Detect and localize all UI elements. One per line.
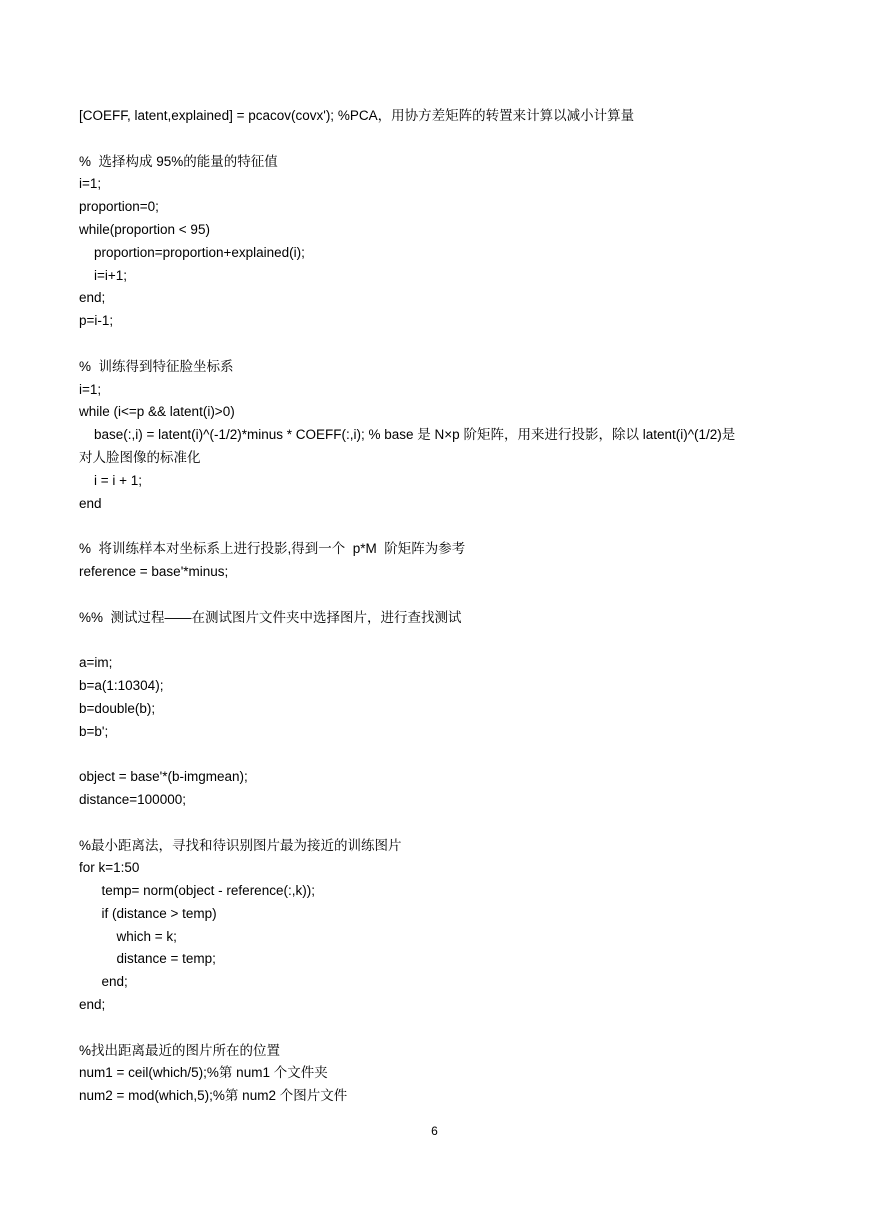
code-line: %找出距离最近的图片所在的位置: [79, 1042, 281, 1058]
code-line: i = i + 1;: [79, 472, 143, 488]
code-line: which = k;: [79, 928, 177, 944]
code-line: if (distance > temp): [79, 905, 217, 921]
code-line: proportion=proportion+explained(i);: [79, 244, 305, 260]
code-line: %% 测试过程——在测试图片文件夹中选择图片，进行查找测试: [79, 609, 462, 625]
code-line: distance = temp;: [79, 951, 216, 967]
code-line: b=b';: [79, 723, 109, 739]
code-line: num1 = ceil(which/5);%第 num1 个文件夹: [79, 1065, 328, 1081]
code-line: p=i-1;: [79, 313, 114, 329]
code-listing: [79, 105, 799, 1108]
code-line: 对人脸图像的标准化: [79, 449, 201, 465]
blank-line: [79, 333, 799, 356]
code-line: while(proportion < 95): [79, 221, 210, 237]
code-line: i=1;: [79, 176, 102, 192]
code-line: % 训练得到特征脸坐标系: [79, 358, 234, 374]
blank-line: [79, 812, 799, 835]
code-line: i=1;: [79, 381, 102, 397]
code-line: i=i+1;: [79, 267, 128, 283]
code-line: while (i<=p && latent(i)>0): [79, 404, 235, 420]
code-line: end;: [79, 290, 106, 306]
blank-line: [79, 743, 799, 766]
code-line: end: [79, 495, 102, 511]
blank-line: [79, 1017, 799, 1040]
code-line: temp= norm(object - reference(:,k));: [79, 883, 315, 899]
code-line: for k=1:50: [79, 860, 140, 876]
code-line: end;: [79, 974, 128, 990]
code-line: num2 = mod(which,5);%第 num2 个图片文件: [79, 1088, 348, 1104]
code-line: [COEFF, latent,explained] = pcacov(covx'); %PCA，用协方差矩阵的转置来计算以减小计算量: [79, 108, 635, 123]
code-line: end;: [79, 997, 106, 1013]
code-line: %最小距离法，寻找和待识别图片最为接近的训练图片: [79, 837, 402, 853]
code-line: proportion=0;: [79, 199, 159, 215]
blank-line: [79, 629, 799, 652]
blank-line: [79, 128, 799, 151]
code-line: object = base'*(b-imgmean);: [79, 769, 248, 785]
code-line: base(:,i) = latent(i)^(-1/2)*minus * COEFF(:,i); % base 是 N×p 阶矩阵，用来进行投影，除以 latent(i)^(1/2)是: [79, 427, 736, 443]
code-line: a=im;: [79, 655, 113, 671]
blank-line: [79, 515, 799, 538]
page-number: 6: [431, 1124, 438, 1138]
code-line: distance=100000;: [79, 791, 186, 807]
code-line: b=double(b);: [79, 700, 156, 716]
code-line: % 选择构成 95%的能量的特征值: [79, 153, 278, 169]
code-line: % 将训练样本对坐标系上进行投影,得到一个 p*M 阶矩阵为参考: [79, 541, 466, 557]
code-line: reference = base'*minus;: [79, 563, 229, 579]
code-line: b=a(1:10304);: [79, 677, 164, 693]
blank-line: [79, 584, 799, 607]
